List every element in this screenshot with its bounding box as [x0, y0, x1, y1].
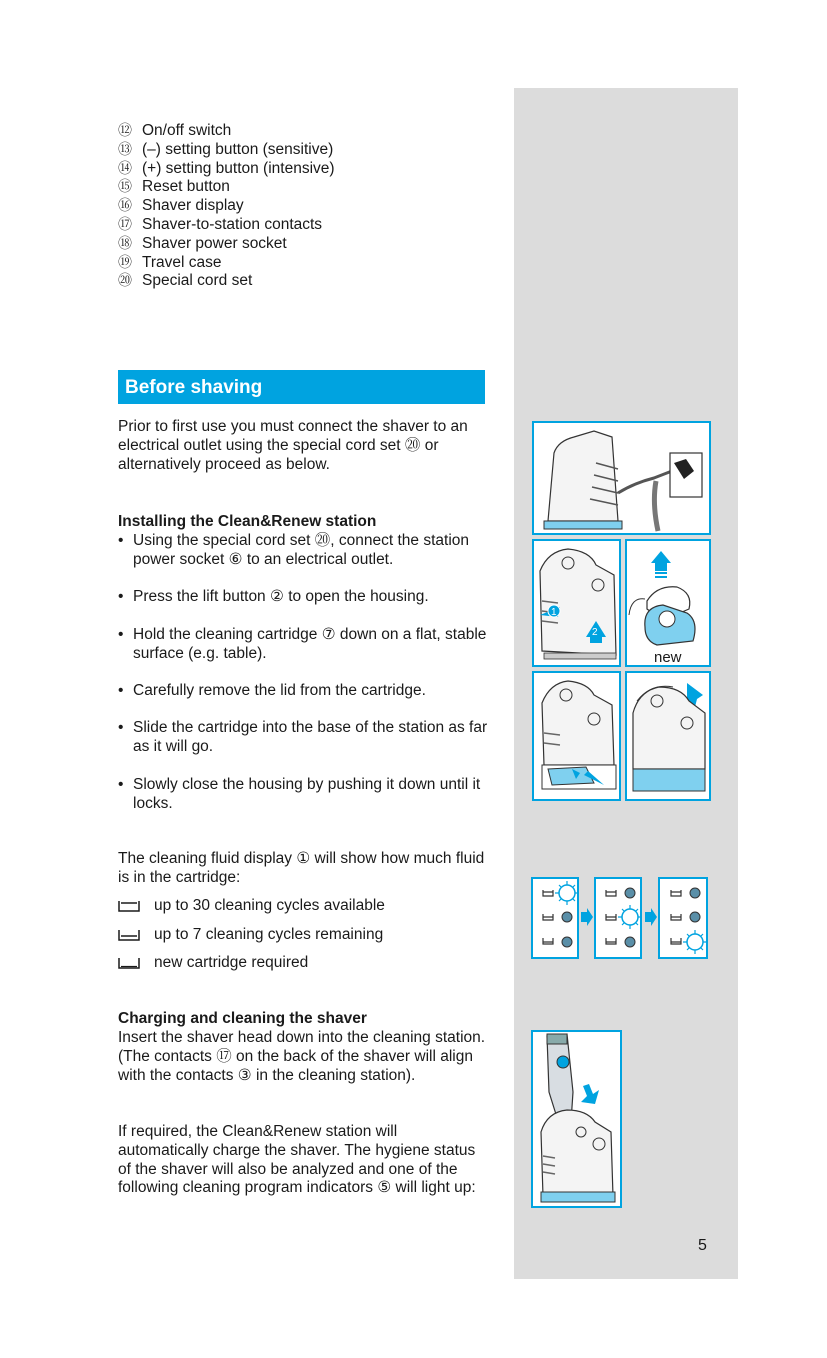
parts-list-item: ⑬ (–) setting button (sensitive): [118, 140, 334, 158]
fluid-level-empty: new cartridge required: [118, 954, 308, 973]
figure-close-housing: [625, 671, 711, 801]
charging-paragraph-2: If required, the Clean&Renew station will automatically charge the shaver. The hygiene status of the shaver will also be analyzed and one of the following cleaning program indicators ⑤ will light up:: [118, 1123, 476, 1197]
parts-list-item: ⑫ On/off switch: [118, 122, 232, 139]
parts-list-item: ⑮ Reset button: [118, 178, 230, 196]
step-1-label: 1: [551, 607, 557, 618]
fluid-indicator-sequence: [531, 876, 711, 960]
fluid-full-icon: [118, 899, 140, 913]
figure-station-plug: [532, 421, 711, 535]
fluid-level-full: up to 30 cleaning cycles available: [118, 897, 385, 916]
bullet-dot-icon: •: [118, 532, 124, 549]
instruction-bullet: • Carefully remove the lid from the cartridge.: [118, 682, 426, 699]
instruction-bullet: • Slowly close the housing by pushing it down until it locks.: [118, 776, 481, 812]
charging-heading: Charging and cleaning the shaver: [118, 1010, 367, 1027]
parts-list-item: ⑲ Travel case: [118, 253, 222, 271]
parts-list-item: ⑳ Special cord set: [118, 272, 253, 290]
intro-paragraph: Prior to first use you must connect the shaver to an electrical outlet using the special cord set ⑳ or alternatively proceed as below.: [118, 418, 468, 473]
figure-lift-button: [532, 539, 621, 667]
charging-paragraph: Insert the shaver head down into the cleaning station. (The contacts ⑰ on the back of the shaver will align with the contacts ③ in the cleaning station).: [118, 1029, 486, 1084]
page-number: 5: [698, 1237, 707, 1254]
new-cartridge-illustration: [627, 541, 709, 665]
figure-new-cartridge: [625, 539, 711, 667]
instruction-bullet: • Using the special cord set ⑳, connect the station power socket ⑥ to an electrical outlet.: [118, 532, 470, 568]
station-plug-illustration: [534, 423, 709, 533]
instruction-bullet: • Hold the cleaning cartridge ⑦ down on a flat, stable surface (e.g. table).: [118, 626, 487, 662]
figure-shaver-insert: [531, 1030, 622, 1208]
instruction-bullet: • Press the lift button ② to open the housing.: [118, 588, 429, 605]
instruction-bullet: • Slide the cartridge into the base of the station as far as it will go.: [118, 719, 488, 755]
fluid-display-intro: The cleaning fluid display ① will show how much fluid is in the cartridge:: [118, 850, 485, 886]
bullet-dot-icon: •: [118, 588, 124, 605]
bullet-dot-icon: •: [118, 719, 124, 736]
new-label: new: [654, 649, 682, 666]
parts-list: [118, 121, 335, 290]
bullet-dot-icon: •: [118, 682, 124, 699]
parts-list-item: ⑯ Shaver display: [118, 197, 244, 215]
parts-list-item: ⑱ Shaver power socket: [118, 234, 287, 252]
close-housing-illustration: [627, 673, 709, 799]
fluid-empty-icon: [118, 956, 140, 970]
figure-slide-cartridge: [532, 671, 621, 801]
fluid-level-low: up to 7 cleaning cycles remaining: [118, 926, 383, 945]
parts-list-item: ⑭ (+) setting button (intensive): [118, 159, 335, 177]
step-2-label: 2: [592, 627, 598, 638]
section-heading: Before shaving: [118, 370, 485, 404]
lift-button-illustration: [534, 541, 619, 665]
shaver-insert-illustration: [533, 1032, 620, 1206]
bullet-dot-icon: •: [118, 626, 124, 643]
slide-cartridge-illustration: [534, 673, 619, 799]
bullet-dot-icon: •: [118, 776, 124, 793]
installing-heading: Installing the Clean&Renew station: [118, 513, 377, 530]
fluid-low-icon: [118, 928, 140, 942]
parts-list-item: ⑰ Shaver-to-station contacts: [118, 215, 323, 233]
